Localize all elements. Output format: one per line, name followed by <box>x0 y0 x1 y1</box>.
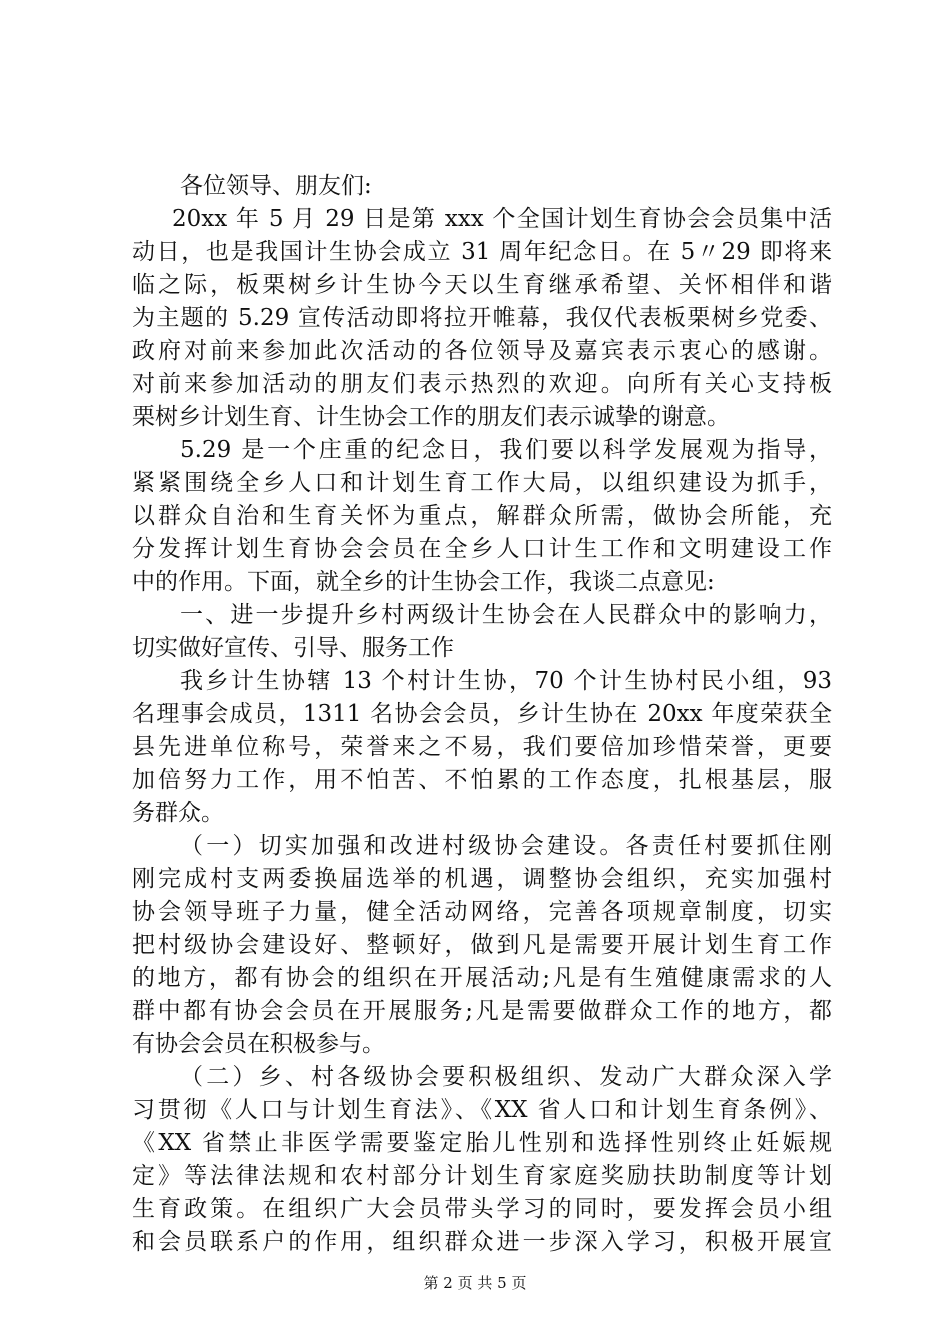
document-line: 我乡计生协辖 13 个村计生协，70 个计生协村民小组，93 <box>180 668 832 694</box>
document-line: 生育政策。在组织广大会员带头学习的同时，要发挥会员小组 <box>132 1196 832 1222</box>
document-line: 临之际，板栗树乡计生协今天以生育继承希望、关怀相伴和谐 <box>132 272 832 298</box>
document-line: 对前来参加活动的朋友们表示热烈的欢迎。向所有关心支持板 <box>132 371 832 397</box>
document-line: 有协会会员在积极参与。 <box>132 1031 385 1057</box>
document-line: 以群众自治和生育关怀为重点，解群众所需，做协会所能，充 <box>132 503 832 529</box>
document-line: （一）切实加强和改进村级协会建设。各责任村要抓住刚 <box>180 833 832 859</box>
document-line: 20xx 年 5 月 29 日是第 xxx 个全国计划生育协会会员集中活 <box>172 206 832 232</box>
document-line: 习贯彻《人口与计划生育法》、《XX 省人口和计划生育条例》、 <box>132 1097 832 1123</box>
document-line: 中的作用。下面，就全乡的计生协会工作，我谈二点意见: <box>132 569 715 595</box>
document-line: 政府对前来参加此次活动的各位领导及嘉宾表示衷心的感谢。 <box>132 338 832 364</box>
document-line: 一、进一步提升乡村两级计生协会在人民群众中的影响力， <box>180 602 832 628</box>
document-line: 为主题的 5.29 宣传活动即将拉开帷幕，我仅代表板栗树乡党委、 <box>132 305 832 331</box>
document-line: 把村级协会建设好、整顿好，做到凡是需要开展计划生育工作 <box>132 932 832 958</box>
document-line: 群中都有协会会员在开展服务;凡是需要做群众工作的地方，都 <box>132 998 832 1024</box>
document-line: 的地方，都有协会的组织在开展活动;凡是有生殖健康需求的人 <box>132 965 832 991</box>
document-line: 紧紧围绕全乡人口和计划生育工作大局，以组织建设为抓手， <box>132 470 832 496</box>
document-line: 名理事会成员，1311 名协会会员，乡计生协在 20xx 年度荣获全 <box>132 701 832 727</box>
document-body <box>132 170 832 1259</box>
page-footer: 第 2 页 共 5 页 <box>423 1274 527 1292</box>
document-line: 切实做好宣传、引导、服务工作 <box>132 635 454 661</box>
document-line: 和会员联系户的作用，组织群众进一步深入学习，积极开展宣 <box>132 1229 832 1255</box>
document-line: 县先进单位称号，荣誉来之不易，我们要倍加珍惜荣誉，更要 <box>132 734 832 760</box>
document-line: 各位领导、朋友们: <box>180 173 372 199</box>
document-line: 分发挥计划生育协会会员在全乡人口计生工作和文明建设工作 <box>132 536 832 562</box>
document-line: 5.29 是一个庄重的纪念日，我们要以科学发展观为指导， <box>180 437 832 463</box>
document-line: 加倍努力工作，用不怕苦、不怕累的工作态度，扎根基层，服 <box>132 767 832 793</box>
document-line: 动日，也是我国计生协会成立 31 周年纪念日。在 5〃29 即将来 <box>132 239 832 265</box>
document-line: 定》等法律法规和农村部分计划生育家庭奖励扶助制度等计划 <box>132 1163 832 1189</box>
document-line: 刚完成村支两委换届选举的机遇，调整协会组织，充实加强村 <box>132 866 832 892</box>
document-line: 栗树乡计划生育、计生协会工作的朋友们表示诚挚的谢意。 <box>132 404 730 430</box>
document-line: 务群众。 <box>132 800 224 826</box>
document-line: 协会领导班子力量，健全活动网络，完善各项规章制度，切实 <box>132 899 832 925</box>
document-line: （二）乡、村各级协会要积极组织、发动广大群众深入学 <box>180 1064 832 1090</box>
document-line: 《XX 省禁止非医学需要鉴定胎儿性别和选择性别终止妊娠规 <box>132 1130 832 1156</box>
